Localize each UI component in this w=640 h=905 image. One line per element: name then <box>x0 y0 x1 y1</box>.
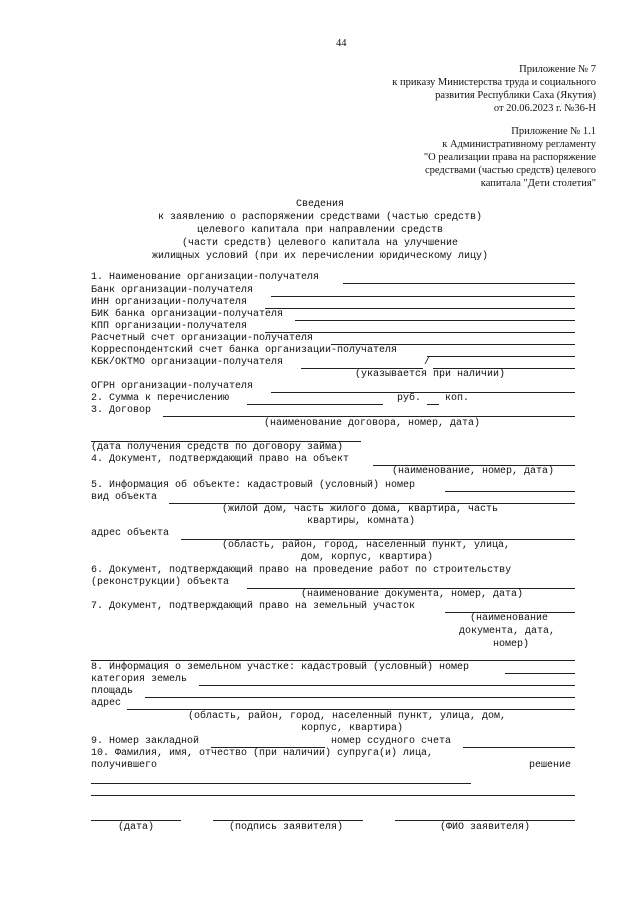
field-5-vid-hint-2: квартиры, комната) <box>307 516 416 527</box>
field-8-hint-2: корпус, квартира) <box>301 723 404 734</box>
bank-label: Банк организации-получателя <box>91 285 254 296</box>
field-5-vid-hint-1: (жилой дом, часть жилого дома, квартира, часть <box>222 504 499 515</box>
field-2-rub-blank[interactable] <box>247 404 383 405</box>
appendix-order: к приказу Министерства труда и социального <box>392 77 596 88</box>
field-7-hint-2: документа, дата, <box>459 626 556 637</box>
ks-blank[interactable] <box>427 356 575 357</box>
appendix-number: Приложение № 7 <box>519 64 596 75</box>
regulation-title-1: "О реализации права на распоряжение <box>423 152 596 163</box>
appendix-date: от 20.06.2023 г. №36-Н <box>493 103 596 114</box>
field-10-blank-2[interactable] <box>91 795 575 796</box>
kpp-label: КПП организации-получателя <box>91 321 248 332</box>
sign-date-label: (дата) <box>118 822 155 833</box>
ogrn-label: ОГРН организации-получателя <box>91 381 254 392</box>
field-3-blank[interactable] <box>163 416 575 417</box>
regulation-title-2: средствами (частью средств) целевого <box>424 165 596 176</box>
field-9-account-label: номер ссудного счета <box>331 736 452 747</box>
field-2-kop-blank[interactable] <box>427 404 439 405</box>
sign-fio-label: (ФИО заявителя) <box>440 822 531 833</box>
sign-date-blank[interactable] <box>91 820 181 821</box>
field-8-label: 8. Информация о земельном участке: кадастровый (условный) номер <box>91 662 470 673</box>
field-10-blank-1[interactable] <box>91 783 471 784</box>
field-5-cadastral-blank[interactable] <box>445 491 575 492</box>
title-line-5: жилищных условий (при их перечислении юридическому лицу) <box>151 251 489 262</box>
regulation-header <box>424 125 596 190</box>
appendix-ministry: развития Республики Саха (Якутия) <box>435 90 596 101</box>
field-6-line-1: 6. Документ, подтверждающий право на проведение работ по строительству <box>91 565 512 576</box>
field-4-hint: (наименование, номер, дата) <box>392 466 555 477</box>
ks-label: Корреспондентский счет банка организации-получателя <box>91 345 398 356</box>
inn-blank[interactable] <box>265 308 575 309</box>
field-1-label: 1. Наименование организации-получателя <box>91 272 320 283</box>
field-4-label: 4. Документ, подтверждающий право на объект <box>91 454 350 465</box>
field-7-hint-3: номер) <box>493 639 530 650</box>
field-3-hint-2: (дата получения средств по договору займа) <box>91 442 344 453</box>
field-9-label: 9. Номер закладной <box>91 736 200 747</box>
title-line-1: Сведения <box>295 199 344 210</box>
bik-blank[interactable] <box>295 320 575 321</box>
title-line-2: к заявлению о распоряжении средствами (частью средств) <box>157 212 483 223</box>
sign-fio-blank[interactable] <box>395 820 575 821</box>
ogrn-blank[interactable] <box>271 392 575 393</box>
title-line-4: (части средств) целевого капитала на улучшение <box>181 238 459 249</box>
field-10-line-2a: получившего <box>91 760 158 771</box>
field-3-label: 3. Договор <box>91 405 152 416</box>
field-8-area-label: площадь <box>91 686 134 697</box>
sign-signature-blank[interactable] <box>213 820 363 821</box>
field-8-cadastral-blank[interactable] <box>505 673 575 674</box>
field-5-addr-hint-2: дом, корпус, квартира) <box>301 552 434 563</box>
field-3-hint: (наименование договора, номер, дата) <box>264 418 481 429</box>
field-8-category-blank[interactable] <box>199 685 575 686</box>
field-6-hint: (наименование документа, номер, дата) <box>301 589 524 600</box>
kbk-hint: (указывается при наличии) <box>355 369 506 380</box>
regulation-ref: к Административному регламенту <box>442 139 596 150</box>
field-10-line-2b: решение <box>529 760 572 771</box>
kbk-label: КБК/ОКТМО организации-получателя <box>91 357 284 368</box>
appendix-header <box>392 63 596 115</box>
field-2-rub: руб. <box>397 393 422 404</box>
field-8-addr-blank[interactable] <box>127 709 575 710</box>
field-6-line-2: (реконструкции) объекта <box>91 577 230 588</box>
field-8-hint-1: (область, район, город, населенный пункт, улица, дом, <box>188 711 507 722</box>
field-2-kop: коп. <box>445 393 470 404</box>
field-5-addr-hint-1: (область, район, город, населенный пункт, улица, <box>222 540 511 551</box>
page-number: 44 <box>336 38 347 49</box>
field-8-addr-label: адрес <box>91 698 122 709</box>
field-7-label: 7. Документ, подтверждающий право на земельный участок <box>91 601 416 612</box>
field-1-blank[interactable] <box>343 283 575 284</box>
field-8-category-label: категория земель <box>91 674 188 685</box>
field-5-vid-label: вид объекта <box>91 492 158 503</box>
field-9-account-blank[interactable] <box>463 747 575 748</box>
bik-label: БИК банка организации-получателя <box>91 309 284 320</box>
field-7-hint-1: (наименование <box>470 613 549 624</box>
inn-label: ИНН организации-получателя <box>91 297 248 308</box>
regulation-title-3: капитала "Дети столетия" <box>480 178 596 189</box>
rs-label: Расчетный счет организации-получателя <box>91 333 314 344</box>
sign-signature-label: (подпись заявителя) <box>229 822 344 833</box>
field-5-addr-label: адрес объекта <box>91 528 170 539</box>
kbk-slash: / <box>424 357 431 368</box>
regulation-number: Приложение № 1.1 <box>511 126 596 137</box>
field-5-label: 5. Информация об объекте: кадастровый (условный) номер <box>91 480 416 491</box>
bank-blank[interactable] <box>271 296 575 297</box>
field-2-label: 2. Сумма к перечислению <box>91 393 230 404</box>
field-8-area-blank[interactable] <box>145 697 575 698</box>
title-line-3: целевого капитала при направлении средств <box>196 225 444 236</box>
field-10-line-1: 10. Фамилия, имя, отчество (при наличии) супруга(и) лица, <box>91 748 434 759</box>
field-7-blank-2[interactable] <box>91 660 575 661</box>
document-title <box>60 198 580 263</box>
